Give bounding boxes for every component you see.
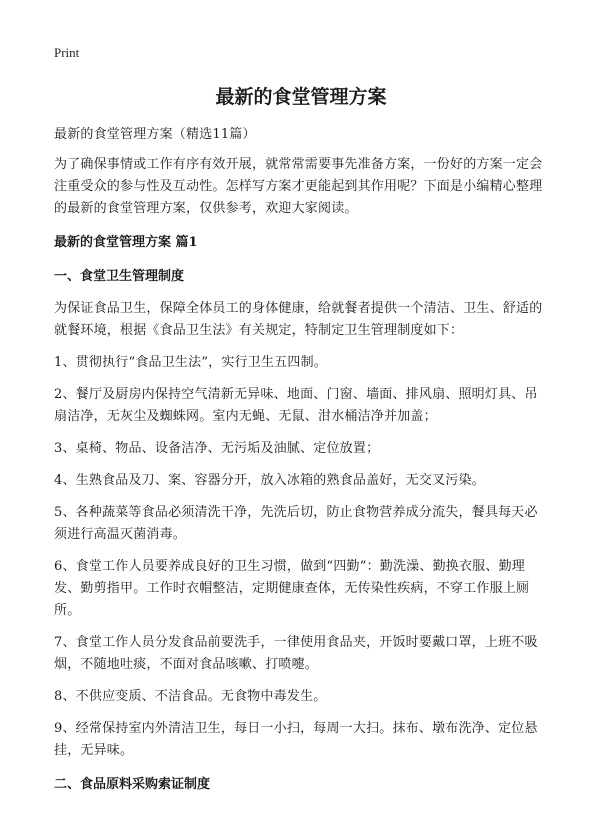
list-item: 4、生熟食品及刀、案、容器分开，放入冰箱的熟食品盖好，无交叉污染。: [54, 473, 485, 488]
list-item: 3、桌椅、物品、设备洁净、无污垢及油腻、定位放置；: [54, 441, 380, 456]
document-subtitle: 最新的食堂管理方案（精选11篇）: [54, 127, 256, 142]
list-item: 1、贯彻执行“食品卫生法”，实行卫生五四制。: [54, 355, 327, 370]
list-item: 2、餐厅及厨房内保持空气清新无异味、地面、门窗、墙面、排风扇、照明灯具、吊扇洁净，无灰尘及蜘蛛网。室内无蝇、无鼠、泔水桶洁净并加盖；: [54, 387, 538, 424]
print-label[interactable]: Print: [54, 45, 80, 60]
section-1-heading: 一、食堂卫生管理制度: [54, 269, 185, 284]
document-title: 最新的食堂管理方案: [215, 86, 387, 108]
list-item: 9、经常保持室内外清洁卫生，每日一小扫，每周一大扫。抹布、墩布洗净、定位悬挂，无异味。: [54, 721, 538, 758]
list-item: 7、食堂工作人员分发食品前要洗手，一律使用食品夹，开饭时要戴口罩，上班不吸烟，不随地吐痰，不面对食品咳嗽、打喷嚏。: [54, 635, 538, 672]
list-item: 6、食堂工作人员要养成良好的卫生习惯，做到“四勤”：勤洗澡、勤换衣服、勤理发、勤剪指甲。工作时衣帽整洁，定期健康查体，无传染性疾病，不穿工作服上厕所。: [54, 559, 530, 618]
list-item: 8、不供应变质、不洁食品。无食物中毒发生。: [54, 689, 327, 704]
part-heading: 最新的食堂管理方案 篇1: [54, 235, 198, 250]
section-1-intro: 为保证食品卫生，保障全体员工的身体健康，给就餐者提供一个清洁、卫生、舒适的就餐环境，根据《食品卫生法》有关规定，特制定卫生管理制度如下：: [54, 301, 543, 338]
intro-paragraph: 为了确保事情或工作有序有效开展，就常常需要事先准备方案，一份好的方案一定会注重受众的参与性及互动性。怎样写方案才更能起到其作用呢？下面是小编精心整理的最新的食堂管理方案，仅供参考，欢迎大家阅读。: [54, 157, 543, 216]
section-2-heading: 二、食品原料采购索证制度: [54, 777, 211, 792]
list-item: 5、各种蔬菜等食品必须清洗干净，先洗后切，防止食物营养成分流失，餐具每天必须进行高温灭菌消毒。: [54, 505, 538, 542]
